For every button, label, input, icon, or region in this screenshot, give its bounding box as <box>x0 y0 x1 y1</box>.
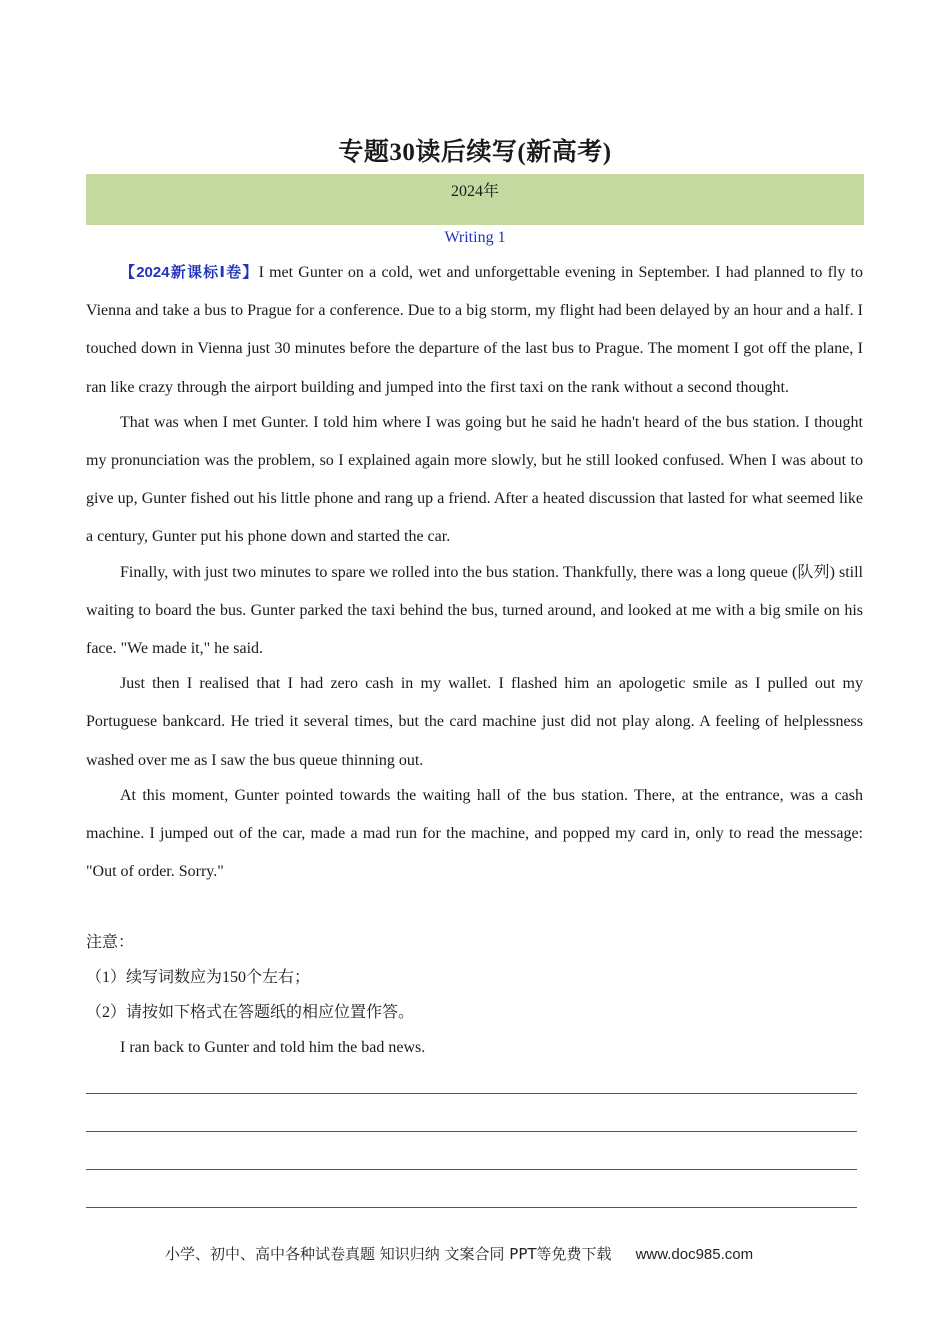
notes-heading: 注意： <box>86 934 135 951</box>
answer-line[interactable] <box>86 1169 857 1170</box>
footer <box>165 1243 753 1264</box>
note-format: （2）请按如下格式在答题纸的相应位置作答。 <box>86 1004 415 1021</box>
paragraph-5: At this moment, Gunter pointed towards the waiting hall of the bus station. There, at the entrance, was a cash machine. I jumped out of the car, made a mad run for the machine, and popped my card in, only to read the message: "Out of order. Sorry." <box>86 786 863 881</box>
reading-passage <box>86 254 863 888</box>
section-label: Writing 1 <box>444 229 506 246</box>
year-label: 2024年 <box>450 183 499 200</box>
paragraph-4: Just then I realised that I had zero cash in my wallet. I flashed him an apologetic smile as I pulled out my Portuguese bankcard. He tried it several times, but the card machine just did not play along. A feeling of helplessness washed over me as I saw the bus queue thinning out. <box>86 675 863 769</box>
paragraph-2: That was when I met Gunter. I told him where I was going but he said he hadn't heard of the bus station. I thought my pronunciation was the problem, so I explained again more slowly, but he still looked confused. When I was about to give up, Gunter fished out his little phone and rang up a friend. After a heated discussion that lasted for what seemed like a century, Gunter put his phone down and started the car. <box>86 413 863 546</box>
year-band <box>86 174 864 225</box>
paragraph-3: Finally, with just two minutes to spare we rolled into the bus station. Thankfully, there was a long queue (队列) still waiting to board the bus. Gunter parked the taxi behind the bus, turned around, and looked at me with a big smile on his face. "We made it," he said. <box>86 563 863 658</box>
page-title: 专题30读后续写(新高考) <box>338 139 612 166</box>
note-word-count: （1）续写词数应为150个左右； <box>86 969 311 986</box>
continuation-starter: I ran back to Gunter and told him the bad news. <box>120 1039 426 1056</box>
footer-text: 小学、初中、高中各种试卷真题 知识归纳 文案合同 PPT等免费下载 <box>165 1245 612 1263</box>
answer-line[interactable] <box>86 1207 857 1208</box>
answer-line[interactable] <box>86 1093 857 1094</box>
notes-section <box>86 925 863 1065</box>
answer-line[interactable] <box>86 1131 857 1132</box>
footer-site-link[interactable]: www.doc985.com <box>635 1246 754 1263</box>
paragraph-1-text: I met Gunter on a cold, wet and unforgettable evening in September. I had planned to fly to Vienna and take a bus to Prague for a conference. Due to a big storm, my flight had been delayed by an hour and a half. I touched down in Vienna just 30 minutes before the departure of the last bus to Prague. The moment I got off the plane, I ran like crazy through the airport building and jumped into the first taxi on the rank without a second thought. <box>86 264 864 396</box>
paragraph-1 <box>86 254 863 407</box>
source-tag: 【2024新课标Ⅰ卷】 <box>120 264 259 281</box>
